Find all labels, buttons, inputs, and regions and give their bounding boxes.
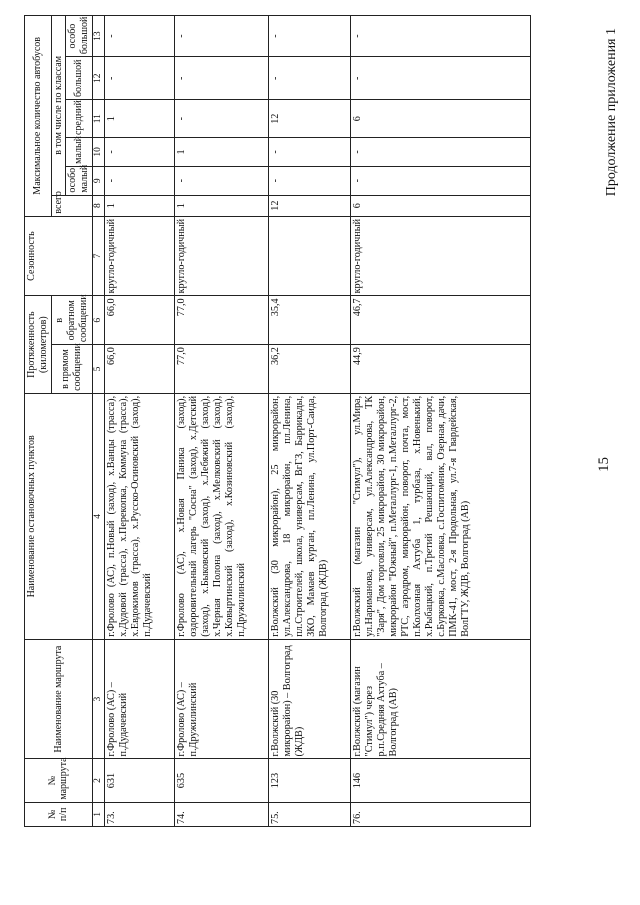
row-length-forward: 44,9: [351, 345, 531, 394]
row-route-name: г.Волжский (магазин "Стимул") через р.п.Средняя Ахтуба – Волгоград (АВ): [351, 639, 531, 759]
col-number: 2: [92, 759, 104, 802]
appendix-caption: Продолжение приложения 1: [604, 28, 619, 197]
row-stops: г.Фролово (АС), п.Новый (заход), х.Ванцы (трасса), х.Дудовой (трасса), х.Перекопка, Коммуна (трасса), х.Евдокимов (трасса), х.Русско-Осиновский (заход), п.Дудачевский: [105, 393, 175, 639]
row-stops: г.Волжский (30 микрорайон), 25 микрорайон, ул.Александрова, 18 микрорайон, пл.Ленина, пл.Строителей, школа, универсам, ВгГЗ, Баррикады, ЗКО, Мамаев курган, пл.Ленина, ул.Порт-Саида, Волгоград (ЖДВ): [269, 393, 351, 639]
row-small: 1: [175, 138, 269, 167]
row-total: 1: [105, 195, 175, 216]
row-num: 76.: [351, 802, 531, 826]
row-route-number: 635: [175, 759, 269, 802]
row-extra-large: -: [105, 16, 175, 57]
row-extra-large: -: [175, 16, 269, 57]
row-length-back: 77,0: [175, 296, 269, 345]
row-num: 73.: [105, 802, 175, 826]
table-row: [105, 16, 175, 827]
col-number: 11: [92, 100, 104, 138]
row-extra-large: -: [269, 16, 351, 57]
header-length-forward: в прямом сообщении: [51, 345, 92, 394]
row-route-name: г.Фролово (АС) – п.Дудачевский: [105, 639, 175, 759]
row-stops: г.Фролово (АС), х.Новая Паника (заход), оздоровительный лагерь "Сосна" (заход), х.Детский (заход), х.Быковский (заход), х.Лебяжий (заход), х.Черная Полона (заход), х.Мелковский (заход), х.Ковыртинский (заход), х.Козиновский (заход), п.Дружилинский: [175, 393, 269, 639]
row-season: кругло-годичный: [175, 216, 269, 296]
table-row: [351, 16, 531, 827]
row-small: -: [351, 138, 531, 167]
row-medium: 6: [351, 100, 531, 138]
row-extra-small: -: [175, 166, 269, 195]
row-length-back: 66,0: [105, 296, 175, 345]
row-extra-small: -: [105, 166, 175, 195]
header-by-class: в том числе по классам: [51, 16, 66, 196]
header-medium: средний: [66, 100, 93, 138]
row-route-number: 631: [105, 759, 175, 802]
header-extra-small: особо малый: [66, 166, 93, 195]
row-large: -: [351, 57, 531, 100]
row-route-name: г.Волжский (30 микрорайон) – Волгоград (ЖДВ): [269, 639, 351, 759]
row-extra-small: -: [269, 166, 351, 195]
header-length: Протяженность (километров): [25, 296, 52, 393]
row-small: -: [105, 138, 175, 167]
row-length-back: 35,4: [269, 296, 351, 345]
header-num: № п/п: [25, 802, 93, 826]
table-row: [269, 16, 351, 827]
row-num: 74.: [175, 802, 269, 826]
row-route-name: г.Фролово (АС) – п.Дружилинский: [175, 639, 269, 759]
row-season: кругло-годичный: [105, 216, 175, 296]
col-number: 12: [92, 57, 104, 100]
header-stops: Наименование остановочных пунктов: [25, 393, 93, 639]
header-extra-large: особо большой: [66, 16, 93, 57]
header-length-back: в обратном сообщении: [51, 296, 92, 345]
row-extra-small: -: [351, 166, 531, 195]
header-route-name: Наименование маршрута: [25, 639, 93, 759]
col-number: 1: [92, 802, 104, 826]
row-num: 75.: [269, 802, 351, 826]
routes-table: [24, 15, 531, 827]
row-total: 12: [269, 195, 351, 216]
row-season: [269, 216, 351, 296]
header-buses: Максимальное количество автобусов: [25, 16, 52, 217]
row-extra-large: -: [351, 16, 531, 57]
col-number: 3: [92, 639, 104, 759]
row-large: -: [269, 57, 351, 100]
row-medium: 1: [105, 100, 175, 138]
header-total: всего: [51, 195, 92, 216]
col-number: 9: [92, 166, 104, 195]
header-season: Сезонность: [25, 216, 93, 296]
header-small: малый: [66, 138, 93, 167]
col-number: 7: [92, 216, 104, 296]
header-route-number: № маршрута: [25, 759, 93, 802]
row-stops: г.Волжский (магазин "Стимул"), ул.Мира, ул.Нариманова, универсам, ул.Александрова, ТК "Заря", Дом торговли, 25 микрорайон, 30 микрорайон, микрорайон "Южный", п.Металлург-1, п.Металлург-2, РТС, аэродром, микрорайон, поворот, почта, мост, п.Колхозная Ахтуба 1, турбаза, х.Новенький, х.Рыбацкий, п.Третий Решающий, вал, поворот, с.Бурковка, с.Масловка, с.Госпитомник, Озерная, дачи, ПМК-41, мост, 2-я Продольная, ул.7-я Гвардейская, ВолГТУ, ЖДВ, Волгоград (АВ): [351, 393, 531, 639]
row-total: 1: [175, 195, 269, 216]
page-number: 15: [596, 457, 612, 472]
row-medium: -: [175, 100, 269, 138]
row-length-forward: 77,0: [175, 345, 269, 394]
row-total: 6: [351, 195, 531, 216]
table-row: [175, 16, 269, 827]
row-length-forward: 36,2: [269, 345, 351, 394]
row-small: -: [269, 138, 351, 167]
col-number: 10: [92, 138, 104, 167]
row-large: -: [175, 57, 269, 100]
row-route-number: 123: [269, 759, 351, 802]
col-number: 6: [92, 296, 104, 345]
col-number: 5: [92, 345, 104, 394]
row-length-back: 46,7: [351, 296, 531, 345]
col-number: 8: [92, 195, 104, 216]
row-season: кругло-годичный: [351, 216, 531, 296]
row-medium: 12: [269, 100, 351, 138]
row-length-forward: 66,0: [105, 345, 175, 394]
row-route-number: 146: [351, 759, 531, 802]
header-large: большой: [66, 57, 93, 100]
col-number: 13: [92, 16, 104, 57]
row-large: -: [105, 57, 175, 100]
col-number: 4: [92, 393, 104, 639]
